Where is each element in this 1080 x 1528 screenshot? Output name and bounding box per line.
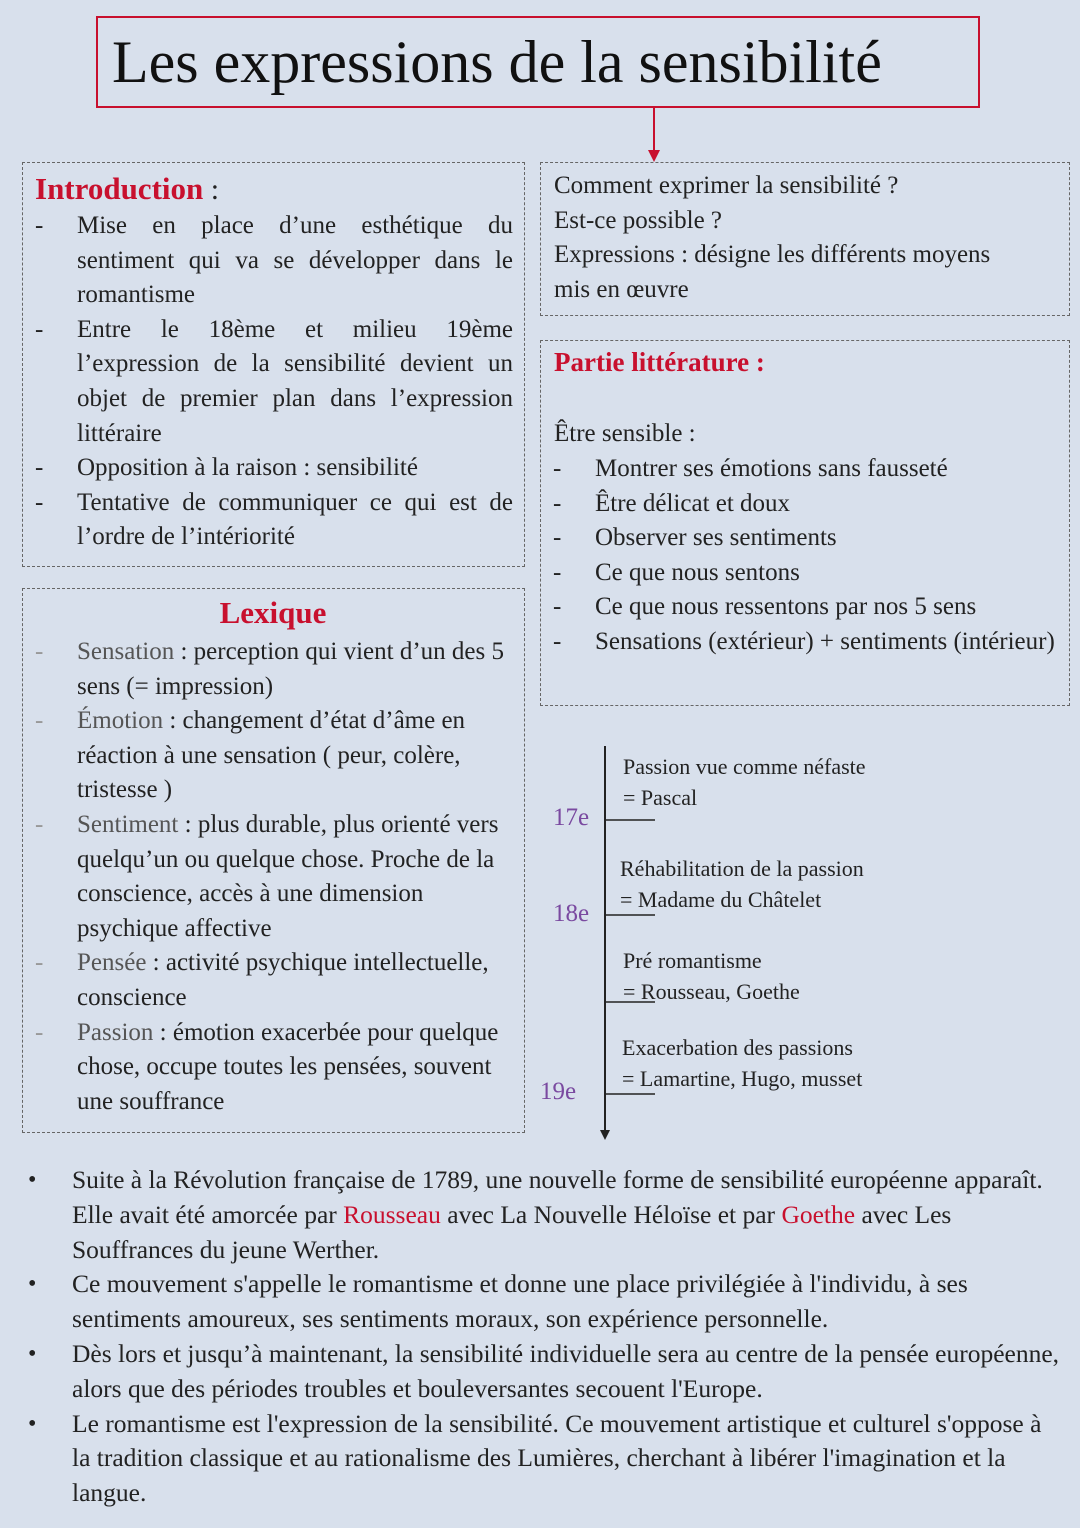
litterature-list [541,452,1057,660]
page-title: Les expressions de la sensibilité [112,29,882,95]
lexique-item-emotion [23,704,518,808]
lexique-term: Émotion [77,707,164,735]
rousseau-highlight: Rousseau [343,1199,441,1229]
bullet-item: • Le romantisme est l'expression de la sensibilité. Ce mouvement artistique et culturel s'oppose à la tradition classique et au rationalisme des Lumières, cherchant à libérer l'imagination et la langue. [0,1407,1060,1511]
timeline-event: Passion vue comme néfaste = Pascal [623,754,866,810]
litterature-box [540,340,1070,706]
lexique-item-sensation [23,635,518,704]
list-item: - Tentative de communiquer ce qui est de l’ordre de l’intériorité [23,486,513,555]
lexique-item-pensee [23,946,518,1015]
bullet-item: • Suite à la Révolution française de 1789, une nouvelle forme de sensibilité européenne apparaît. Elle avait été amorcée par Rousseau avec La Nouvelle Héloïse et par Goethe avec Les Souffrances du jeune Werther. [0,1163,1060,1267]
lexique-def: : plus durable, plus orienté vers quelqu’un ou quelque chose. Proche de la conscience, accès à une dimension psychique affective [77,810,499,942]
lexique-term: Sentiment [77,810,179,838]
lexique-def: : émotion exacerbée pour quelque chose, occupe toutes les pensées, souvent une souffrance [77,1018,499,1115]
lexique-list [23,635,518,1119]
litterature-intro: Être sensible : [554,420,696,447]
lexique-def: : activité psychique intellectuelle, conscience [77,949,489,1011]
timeline-event: Exacerbation des passions = Lamartine, Hugo, musset [622,1035,863,1091]
summary-bullets [0,1163,1060,1511]
list-item: - Sensations (extérieur) + sentiments (intérieur) [541,625,1057,660]
timeline-event: Réhabilitation de la passion = Madame du Châtelet [620,856,864,912]
litterature-heading: Partie littérature : [554,347,765,377]
timeline-event: Pré romantisme = Rousseau, Goethe [623,948,800,1004]
list-item: - Montrer ses émotions sans fausseté [541,452,1057,487]
timeline [540,740,1070,1150]
lexique-box [22,588,525,1133]
question-line: Est-ce possible ? [554,206,723,234]
list-item: - Ce que nous ressentons par nos 5 sens [541,590,1057,625]
introduction-heading: Introduction [35,171,204,206]
lexique-term: Passion [77,1018,154,1046]
question-box [540,162,1070,316]
question-line: Expressions : désigne les différents moyens [554,241,991,269]
title-box [96,16,980,108]
list-item: - Être délicat et doux [541,487,1057,522]
lexique-item-passion [23,1016,518,1120]
lexique-term: Pensée [77,949,147,977]
question-line: mis en œuvre [554,275,689,303]
lexique-def: : changement d’état d’âme en réaction à une sensation ( peur, colère, tristesse ) [77,707,466,804]
list-item: - Entre le 18ème et milieu 19ème l’expression de la sensibilité devient un objet de premier plan dans l’expression littéraire [23,313,513,451]
list-item: - Mise en place d’une esthétique du sentiment qui va se développer dans le romantisme [23,209,513,313]
list-item: - Ce que nous sentons [541,556,1057,591]
introduction-colon: : [203,173,220,206]
century-label-18: 18e [553,900,590,927]
title-arrow [644,108,664,164]
goethe-highlight: Goethe [781,1199,856,1229]
lexique-def: : perception qui vient d’un des 5 sens (= impression) [77,638,505,700]
lexique-heading: Lexique [219,595,327,630]
bullet-item: • Ce mouvement s'appelle le romantisme et donne une place privilégiée à l'individu, à ses sentiments amoureux, ses sentiments moraux, son expérience personnelle. [0,1267,1060,1337]
century-label-17: 17e [553,804,590,831]
introduction-box [22,162,525,567]
bullet-item: • Dès lors et jusqu’à maintenant, la sensibilité individuelle sera au centre de la pensée européenne, alors que des périodes troubles et bouleversantes secouent l'Europe. [0,1337,1060,1407]
lexique-item-sentiment [23,808,518,946]
bullet-list [0,1163,1060,1511]
century-label-19: 19e [540,1078,577,1105]
list-item: - Observer ses sentiments [541,521,1057,556]
list-item: - Opposition à la raison : sensibilité [23,451,513,486]
introduction-list [23,209,513,555]
question-line: Comment exprimer la sensibilité ? [554,172,899,199]
lexique-term: Sensation [77,638,175,665]
